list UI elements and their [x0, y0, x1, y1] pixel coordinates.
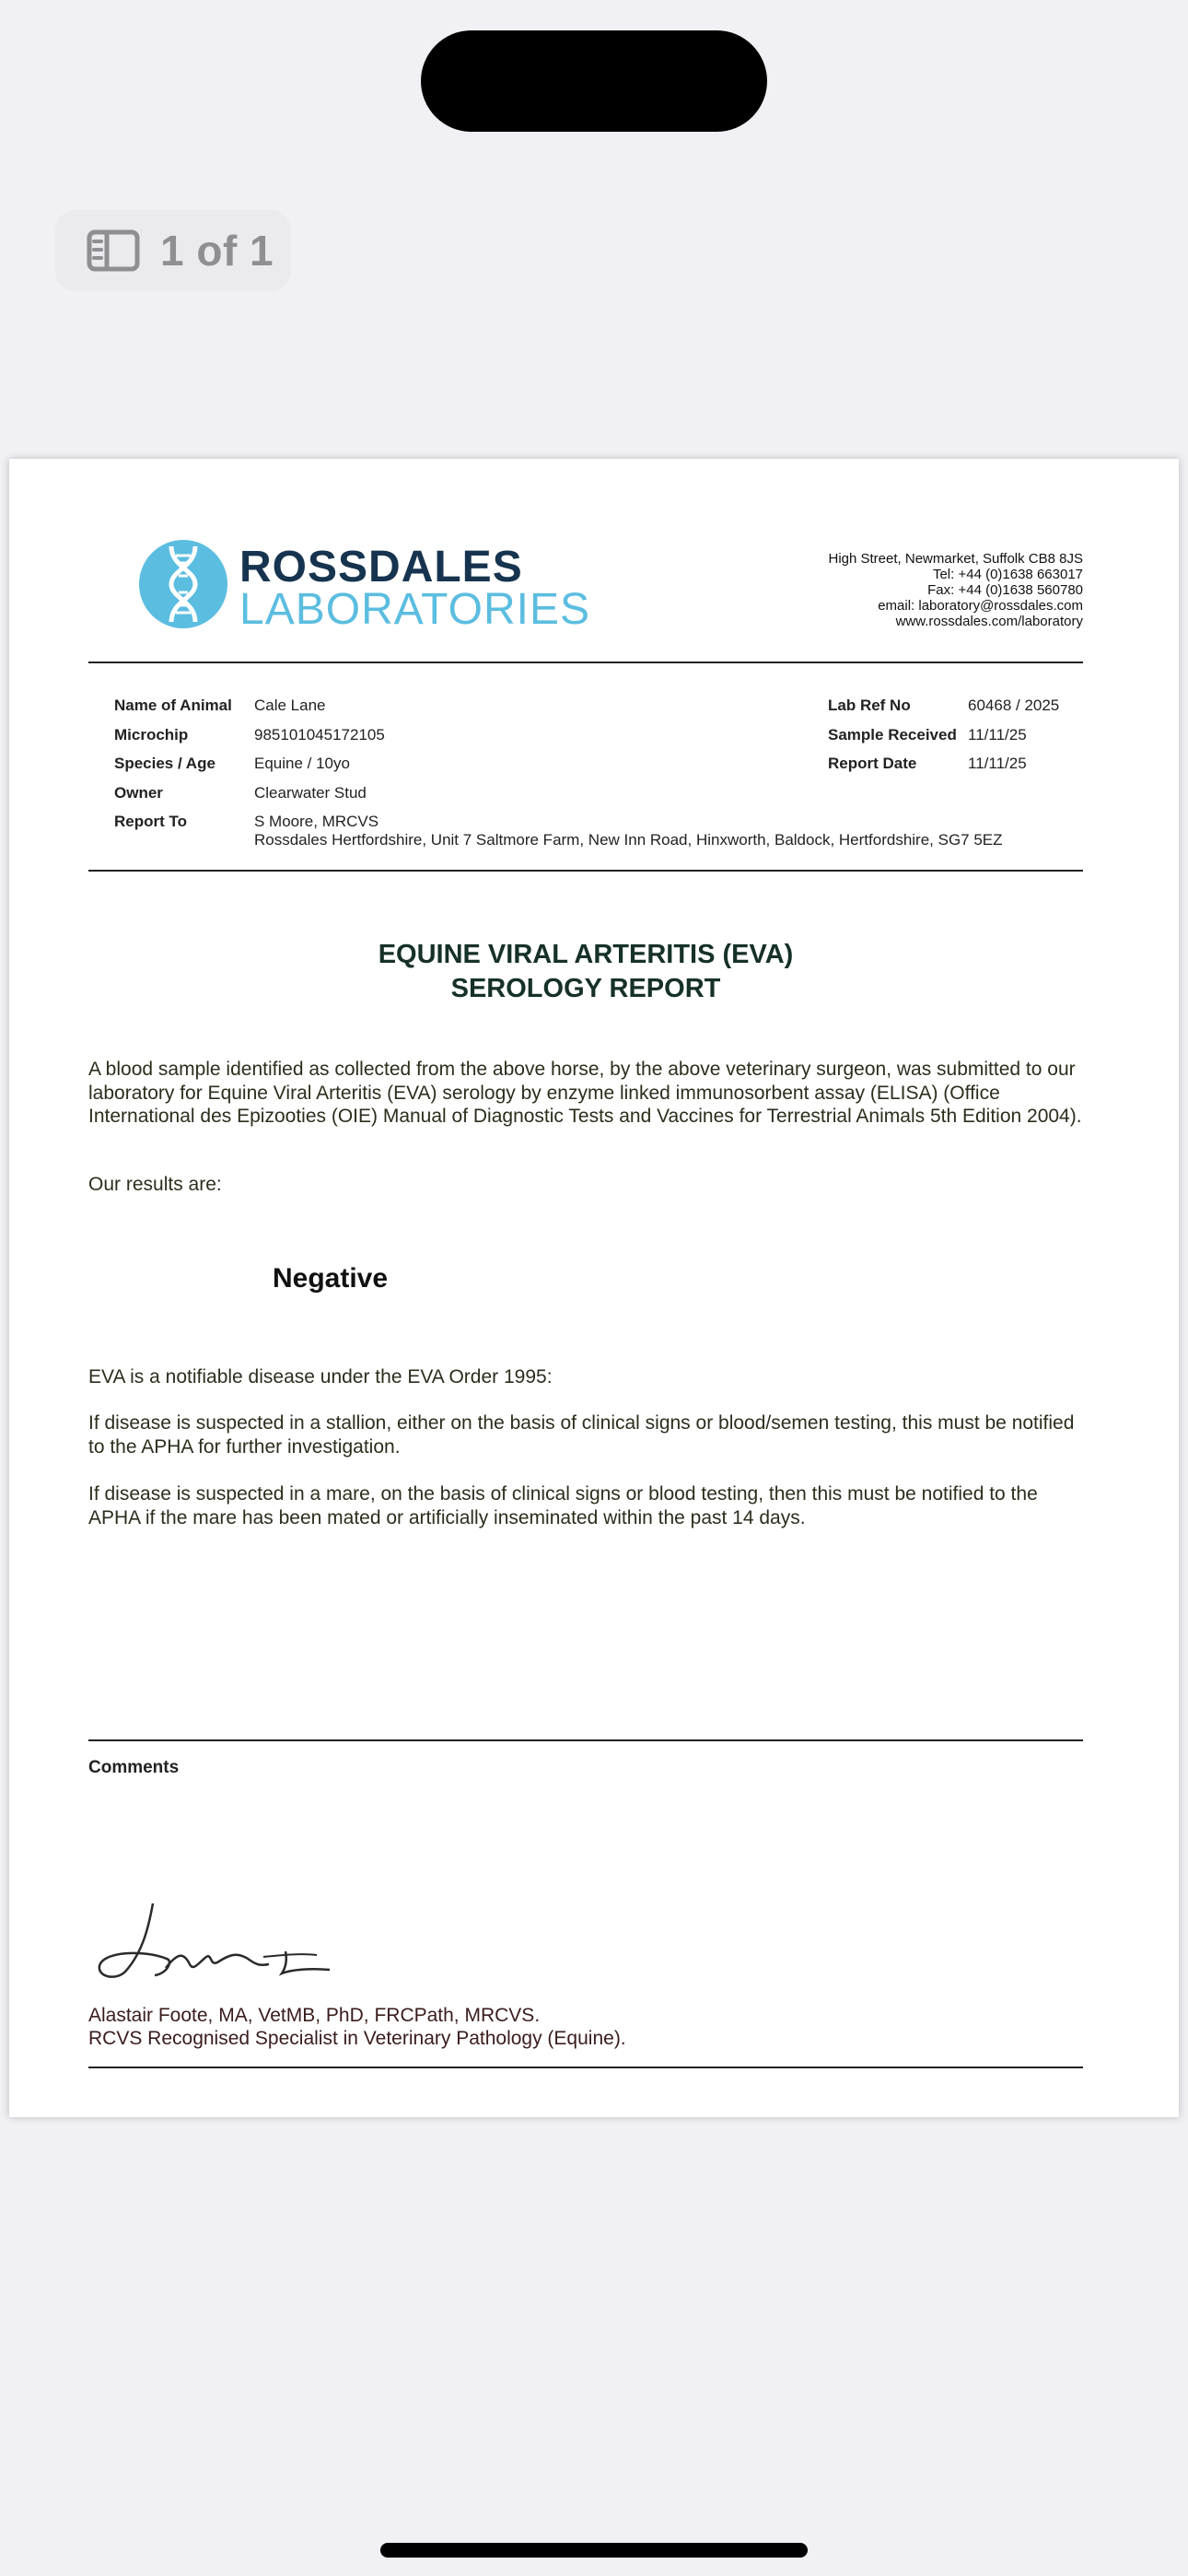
name-label: Name of Animal — [114, 697, 232, 714]
footer-divider — [88, 2067, 1083, 2068]
page-count: 1 of 1 — [160, 227, 274, 275]
species-value: Equine / 10yo — [254, 755, 350, 772]
report-title-line2: SEROLOGY REPORT — [450, 974, 721, 1003]
test-result: Negative — [273, 1263, 389, 1294]
sidebar-icon[interactable] — [87, 229, 140, 272]
signature-image — [88, 1896, 346, 1993]
stallion-paragraph: If disease is suspected in a stallion, either on the basis of clinical signs or blood/semen testing, this must be notified to the APHA for further investigation. — [88, 1412, 1075, 1458]
report-date-label: Report Date — [828, 755, 917, 772]
species-label: Species / Age — [114, 755, 215, 772]
document-page — [9, 459, 1179, 2117]
reportto-line2: Rossdales Hertfordshire, Unit 7 Saltmore Farm, New Inn Road, Hinxworth, Baldock, Hertfordshire, SG7 5EZ — [254, 831, 1003, 849]
intro-paragraph: A blood sample identified as collected from the above horse, by the above veterinary surgeon, was submitted to our laboratory for Equine Viral Arteritis (EVA) serology by enzyme linked immunosorbent assay (ELISA) (Office International des Epizooties (OIE) Manual of Diagnostic Tests and Vaccines for Terrestrial Animals 5th Edition 2004). — [88, 1059, 1082, 1127]
comments-label: Comments — [88, 1758, 180, 1777]
signer-name: Alastair Foote, MA, VetMB, PhD, FRCPath, MRCVS. — [88, 2005, 541, 2026]
mare-paragraph: If disease is suspected in a mare, on the basis of clinical signs or blood testing, then this must be notified to the APHA if the mare has been mated or artificially inseminated within the past 14 days. — [88, 1483, 1038, 1528]
info-divider — [88, 870, 1083, 872]
microchip-value: 985101045172105 — [254, 725, 385, 744]
dna-logo-icon — [138, 539, 228, 634]
telephone: Tel: +44 (0)1638 663017 — [932, 567, 1083, 582]
reportto-line1: S Moore, MRCVS — [254, 813, 379, 830]
contact-block — [828, 551, 1083, 629]
received-label: Sample Received — [828, 725, 957, 744]
address: High Street, Newmarket, Suffolk CB8 8JS — [828, 551, 1083, 567]
report-title-line1: EQUINE VIRAL ARTERITIS (EVA) — [378, 940, 794, 969]
received-value: 11/11/25 — [968, 725, 1027, 744]
name-value: Cale Lane — [254, 697, 326, 714]
reportto-label: Report To — [114, 813, 188, 830]
brand-name-line2: LABORATORIES — [239, 585, 590, 634]
ref-value: 60468 / 2025 — [968, 697, 1060, 714]
email: email: laboratory@rossdales.com — [878, 598, 1083, 614]
lab-details — [828, 697, 1059, 784]
home-indicator[interactable] — [380, 2543, 808, 2558]
microchip-label: Microchip — [114, 725, 189, 744]
dynamic-island — [421, 30, 767, 132]
page-indicator-pill[interactable] — [55, 210, 291, 291]
comments-divider — [88, 1739, 1083, 1741]
header-divider — [88, 662, 1083, 663]
owner-value: Clearwater Stud — [254, 783, 367, 802]
signer-block — [88, 2004, 626, 2050]
owner-label: Owner — [114, 783, 163, 802]
notifiable-statement: EVA is a notifiable disease under the EVA Order 1995: — [88, 1366, 553, 1388]
website: www.rossdales.com/laboratory — [895, 614, 1083, 629]
results-intro: Our results are: — [88, 1174, 222, 1195]
fax: Fax: +44 (0)1638 560780 — [927, 582, 1083, 598]
signer-title: RCVS Recognised Specialist in Veterinary Pathology (Equine). — [88, 2028, 626, 2049]
report-title — [88, 938, 1083, 1006]
ref-label: Lab Ref No — [828, 697, 911, 714]
brand-name-line1: ROSSDALES — [239, 543, 523, 591]
report-date-value: 11/11/25 — [968, 755, 1027, 772]
